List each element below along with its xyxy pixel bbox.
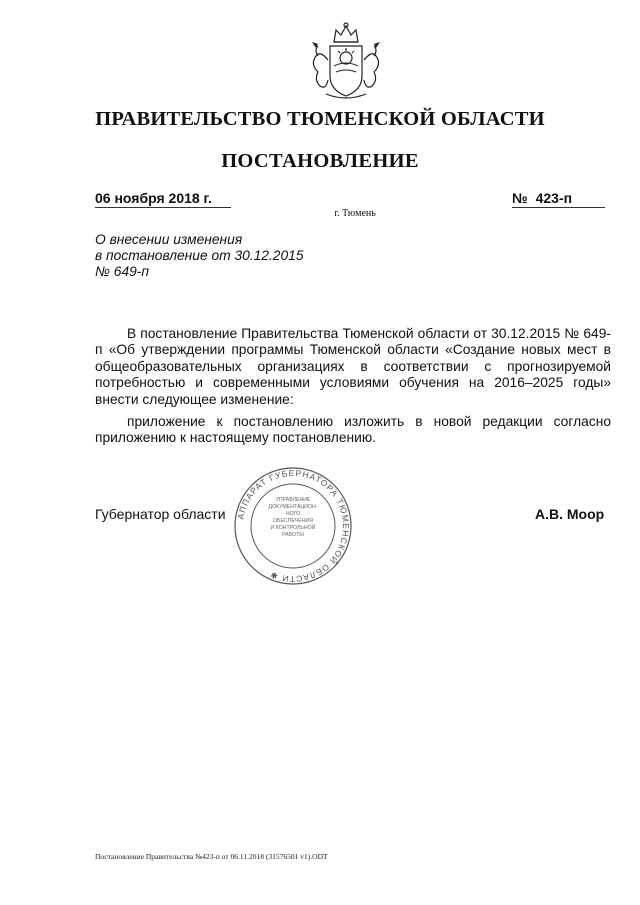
subject-line: в постановление от 30.12.2015 [95, 248, 304, 263]
city-name: г. Тюмень [334, 208, 376, 219]
number-sign: № [512, 190, 528, 206]
svg-text:РАБОТЫ: РАБОТЫ [282, 532, 304, 538]
signatory-title: Губернатор области [95, 506, 226, 522]
svg-text:АППАРАТ ГУБЕРНАТОРА ТЮМЕНСКОЙ: АППАРАТ ГУБЕРНАТОРА ТЮМЕНСКОЙ ОБЛАСТИ ✱ [235, 467, 352, 585]
svg-text:УПРАВЛЕНИЕ: УПРАВЛЕНИЕ [275, 497, 311, 503]
signatory-name: А.В. Моор [535, 506, 605, 522]
number-value: 423-п [535, 190, 573, 206]
svg-text:НОГО: НОГО [285, 511, 301, 517]
svg-text:И КОНТРОЛЬНОЙ: И КОНТРОЛЬНОЙ [270, 525, 316, 531]
organization-title: ПРАВИТЕЛЬСТВО ТЮМЕНСКОЙ ОБЛАСТИ [95, 108, 545, 130]
svg-text:ОБЕСПЕЧЕНИЯ: ОБЕСПЕЧЕНИЯ [273, 518, 313, 524]
official-stamp [232, 465, 354, 587]
coat-of-arms-emblem [296, 20, 396, 104]
subject-line: О внесении изменения [95, 232, 243, 247]
subject-line: № 649-п [95, 264, 149, 279]
footer-file-reference: Постановление Правительства №423-п от 06.11.2018 (31576501 v1).ODT [95, 852, 328, 861]
document-type-title: ПОСТАНОВЛЕНИЕ [221, 150, 419, 172]
document-subject [95, 232, 304, 280]
document-number [512, 190, 605, 208]
body-paragraph: приложение к постановлению изложить в новой редакции согласно приложению к настоящему постановлению. [95, 414, 611, 446]
body-paragraph: В постановление Правительства Тюменской области от 30.12.2015 № 649-п «Об утверждении программы Тюменской области «Создание новых мест в общеобразовательных организациях в соответствии с прогнозируемой потребностью и современными условиями обучения на 2016–2025 годы» внести следующее изменение: [95, 326, 611, 407]
document-date: 06 ноября 2018 г. [95, 190, 231, 208]
svg-text:ДОКУМЕНТАЦИОН-: ДОКУМЕНТАЦИОН- [268, 504, 318, 510]
document-body [95, 326, 611, 453]
